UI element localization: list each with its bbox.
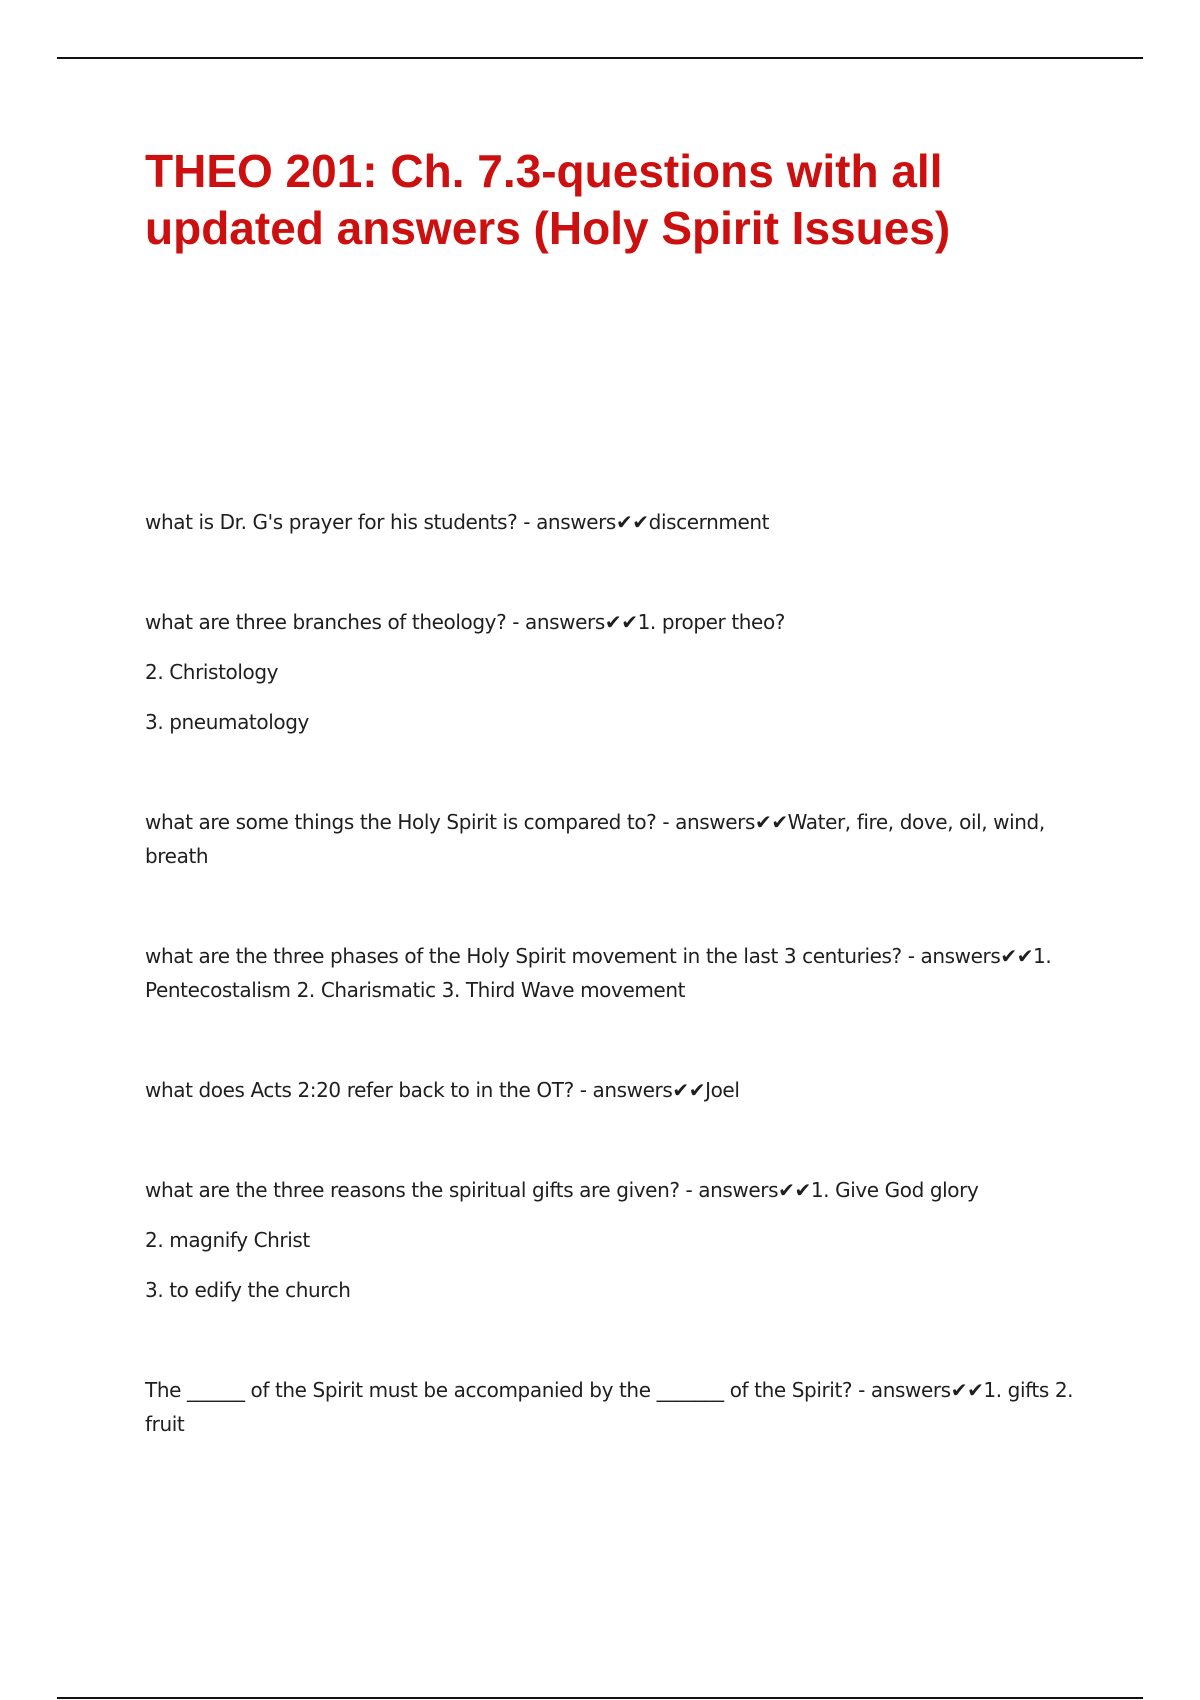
qa-answer-line: 3. to edify the church: [145, 1278, 351, 1302]
qa-answer-line: 2. magnify Christ: [145, 1228, 310, 1252]
qa-item: [145, 805, 1075, 873]
qa-question-line: what are the three reasons the spiritual gifts are given? - answers✔✔1. Give God glory: [145, 1178, 979, 1202]
qa-question-line: what is Dr. G's prayer for his students? - answers✔✔discernment: [145, 510, 770, 534]
bottom-rule: [57, 1697, 1143, 1699]
qa-item: [145, 1173, 1075, 1307]
qa-question-line: The ______ of the Spirit must be accompanied by the _______ of the Spirit? - answers✔✔1. gifts 2. fruit: [145, 1378, 1074, 1436]
qa-item: [145, 605, 1075, 739]
qa-question-line: what are some things the Holy Spirit is compared to? - answers✔✔Water, fire, dove, oil, wind, breath: [145, 810, 1045, 868]
qa-list: [145, 505, 1075, 1441]
qa-question-line: what does Acts 2:20 refer back to in the OT? - answers✔✔Joel: [145, 1078, 740, 1102]
top-rule: [57, 57, 1143, 59]
qa-answer-line: 3. pneumatology: [145, 710, 309, 734]
qa-item: [145, 939, 1075, 1007]
qa-question-line: what are three branches of theology? - answers✔✔1. proper theo?: [145, 610, 786, 634]
qa-answer-line: 2. Christology: [145, 660, 279, 684]
qa-item: [145, 1073, 1075, 1107]
qa-item: [145, 505, 1075, 539]
document-title: THEO 201: Ch. 7.3-questions with all updated answers (Holy Spirit Issues): [145, 145, 951, 254]
qa-question-line: what are the three phases of the Holy Spirit movement in the last 3 centuries? - answers✔✔1. Pentecostalism 2. Charismatic 3. Third Wave movement: [145, 944, 1052, 1002]
qa-item: [145, 1373, 1075, 1441]
